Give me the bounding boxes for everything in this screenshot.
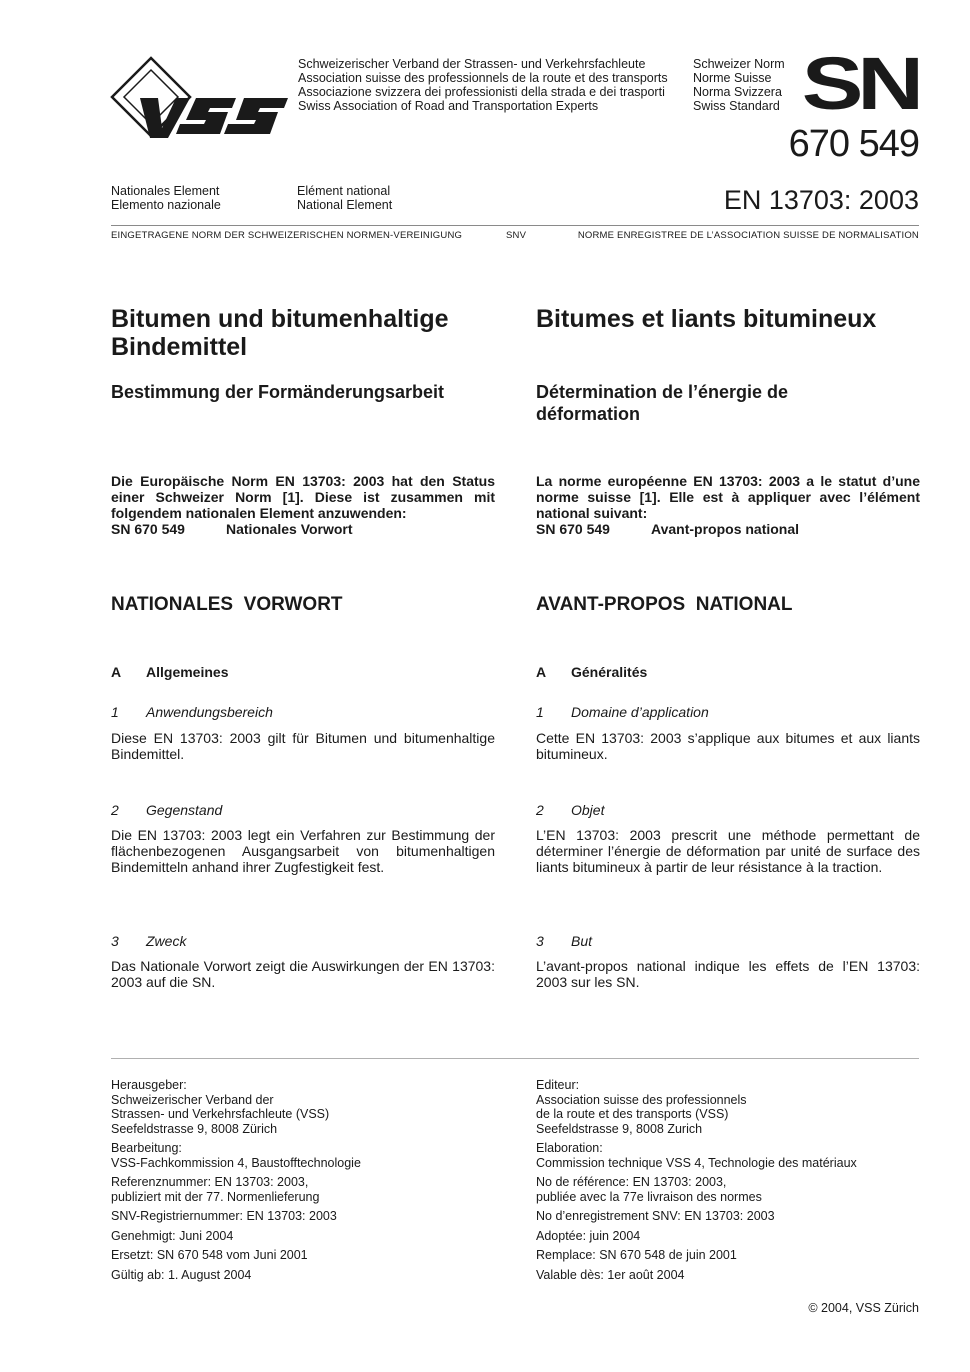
imprint-snv-number-fr: No d’enregistrement SNV: EN 13703: 2003	[536, 1209, 775, 1223]
heading-2-de	[111, 802, 495, 818]
editing-label-de: Bearbeitung:	[111, 1141, 182, 1155]
imprint-publisher-de	[111, 1078, 495, 1136]
heading-3-de	[111, 933, 495, 949]
heading-3-number-de: 3	[111, 933, 119, 949]
standard-name-it: Norma Svizzera	[693, 85, 782, 99]
org-name-de: Schweizerischer Verband der Strassen- und Verkehrsfachleute	[298, 57, 646, 71]
publisher-line-3-de: Seefeldstrasse 9, 8008 Zürich	[111, 1121, 278, 1136]
heading-3-label-fr: But	[571, 933, 593, 949]
heading-1-de	[111, 704, 495, 720]
intro-block-de	[111, 473, 495, 537]
imprint-approved-de: Genehmigt: Juni 2004	[111, 1228, 234, 1243]
element-label-en: National Element	[297, 198, 393, 212]
element-label-de: Nationales Element	[111, 184, 220, 198]
heading-3-fr	[536, 933, 920, 949]
heading-a-label-de: Allgemeines	[146, 664, 229, 680]
imprint-de	[111, 1078, 495, 1287]
reference-row-de	[111, 521, 495, 537]
standard-name-fr: Norme Suisse	[693, 71, 772, 85]
heading-a-fr	[536, 664, 920, 680]
reference-row-fr	[536, 521, 920, 537]
vss-logo-icon	[110, 56, 292, 140]
registry-mid: SNV	[506, 230, 527, 241]
copyright: © 2004, VSS Zürich	[808, 1301, 919, 1315]
publisher-line-1-fr: Association suisse des professionnels	[536, 1092, 747, 1107]
vss-logo	[110, 56, 292, 140]
sn-logo: SN	[801, 42, 918, 125]
element-label-fr: Elément national	[297, 184, 391, 198]
paragraph-3-fr: L’avant-propos national indique les effets de l’EN 13703: 2003 sur les SN.	[536, 958, 920, 990]
imprint-replaces-de: Ersetzt: SN 670 548 vom Juni 2001	[111, 1248, 308, 1262]
heading-a-de	[111, 664, 495, 680]
publisher-line-2-de: Strassen- und Verkehrsfachleute (VSS)	[111, 1107, 330, 1121]
heading-2-number-fr: 2	[536, 802, 544, 818]
imprint-approved-fr: Adoptée: juin 2004	[536, 1228, 641, 1243]
registry-left: EINGETRAGENE NORM DER SCHWEIZERISCHEN NORMEN-VEREINIGUNG	[111, 230, 463, 241]
imprint-reference-de	[111, 1175, 495, 1204]
imprint-divider	[111, 1058, 919, 1059]
heading-1-label-de: Anwendungsbereich	[146, 704, 273, 720]
publisher-label-fr: Editeur:	[536, 1078, 580, 1092]
reference-code-fr: SN 670 549	[536, 521, 610, 537]
heading-a-number-fr: A	[536, 664, 547, 680]
standard-names	[693, 57, 803, 113]
publisher-line-1-de: Schweizerischer Verband der	[111, 1092, 274, 1107]
reference-label-fr: Avant-propos national	[651, 521, 800, 537]
heading-2-label-de: Gegenstand	[146, 802, 223, 818]
heading-1-number-fr: 1	[536, 704, 544, 720]
reference-line-1-fr: No de référence: EN 13703: 2003,	[536, 1175, 727, 1189]
paragraph-1-fr: Cette EN 13703: 2003 s’applique aux bitumes et aux liants bitumineux.	[536, 730, 920, 762]
element-label-it: Elemento nazionale	[111, 198, 221, 212]
organization-names	[298, 57, 688, 113]
editing-value-de: VSS-Fachkommission 4, Baustofftechnologie	[111, 1155, 361, 1170]
registry-right: NORME ENREGISTREE DE L’ASSOCIATION SUISSE DE NORMALISATION	[577, 230, 919, 241]
standard-name-en: Swiss Standard	[693, 99, 780, 113]
heading-a-label-fr: Généralités	[571, 664, 648, 680]
imprint-fr	[536, 1078, 920, 1287]
standard-name-de: Schweizer Norm	[693, 57, 785, 71]
org-name-en: Swiss Association of Road and Transportation Experts	[298, 99, 599, 113]
title-fr: Bitumes et liants bitumineux	[536, 305, 877, 333]
reference-line-1-de: Referenznummer: EN 13703: 2003,	[111, 1175, 309, 1189]
publisher-label-de: Herausgeber:	[111, 1078, 187, 1092]
subtitle-de: Bestimmung der Formänderungsarbeit	[111, 382, 445, 402]
element-label-de-it	[111, 184, 221, 212]
heading-3-label-de: Zweck	[146, 933, 187, 949]
paragraph-2-de: Die EN 13703: 2003 legt ein Verfahren zur Bestimmung der flächenbezogenen Ausgangsarbeit von bitumenhaltigen Bindemitteln anhand ihrer Zugfestigkeit fest.	[111, 827, 495, 875]
heading-1-label-fr: Domaine d’application	[571, 704, 709, 720]
intro-text-fr: La norme européenne EN 13703: 2003 a le statut d’une norme suisse [1]. Elle est à appliquer avec l’élément national suivant:	[536, 473, 920, 521]
imprint-replaces-fr: Remplace: SN 670 548 de juin 2001	[536, 1248, 737, 1262]
paragraph-3-de: Das Nationale Vorwort zeigt die Auswirkungen der EN 13703: 2003 auf die SN.	[111, 958, 495, 990]
section-title-fr: AVANT-PROPOS NATIONAL	[536, 594, 793, 615]
reference-line-2-de: publiziert mit der 77. Normenlieferung	[111, 1189, 320, 1204]
en-number: EN 13703: 2003	[723, 185, 919, 215]
intro-text-de: Die Europäische Norm EN 13703: 2003 hat den Status einer Schweizer Norm [1]. Diese ist zusammen mit folgendem nationalen Element anzuwenden:	[111, 473, 495, 521]
org-name-fr: Association suisse des professionnels de la route et des transports	[298, 71, 668, 85]
imprint-snv-number-de: SNV-Registriernummer: EN 13703: 2003	[111, 1209, 337, 1223]
subtitle-fr: Détermination de l’énergie de déformation	[536, 382, 789, 424]
heading-2-number-de: 2	[111, 802, 119, 818]
heading-2-fr	[536, 802, 920, 818]
heading-3-number-fr: 3	[536, 933, 544, 949]
editing-label-fr: Elaboration:	[536, 1141, 603, 1155]
imprint-valid-from-fr: Valable dès: 1er août 2004	[536, 1267, 685, 1282]
publisher-line-3-fr: Seefeldstrasse 9, 8008 Zurich	[536, 1121, 703, 1136]
paragraph-2-fr: L’EN 13703: 2003 prescrit une méthode permettant de déterminer l’énergie de déformation par unité de surface des liants bitumineux à partir de leur résistance à la traction.	[536, 827, 920, 875]
intro-block-fr	[536, 473, 920, 537]
heading-a-number-de: A	[111, 664, 122, 680]
imprint-editing-de	[111, 1141, 495, 1170]
heading-1-number-de: 1	[111, 704, 119, 720]
imprint-publisher-fr	[536, 1078, 920, 1136]
publisher-line-2-fr: de la route et des transports (VSS)	[536, 1107, 729, 1121]
imprint-valid-from-de: Gültig ab: 1. August 2004	[111, 1267, 252, 1282]
element-label-fr-en	[297, 184, 392, 212]
title-de: Bitumen und bitumenhaltige Bindemittel	[111, 305, 449, 361]
document-number: 670 549	[788, 123, 919, 165]
header-divider	[111, 225, 919, 226]
paragraph-1-de: Diese EN 13703: 2003 gilt für Bitumen und bitumenhaltige Bindemittel.	[111, 730, 495, 762]
imprint-editing-fr	[536, 1141, 920, 1170]
reference-label-de: Nationales Vorwort	[226, 521, 353, 537]
editing-value-fr: Commission technique VSS 4, Technologie des matériaux	[536, 1155, 857, 1170]
reference-line-2-fr: publiée avec la 77e livraison des normes	[536, 1189, 762, 1204]
heading-1-fr	[536, 704, 920, 720]
org-name-it: Associazione svizzera dei professionisti della strada e dei trasporti	[298, 85, 665, 99]
section-title-de: NATIONALES VORWORT	[111, 594, 343, 615]
heading-2-label-fr: Objet	[571, 802, 605, 818]
imprint-reference-fr	[536, 1175, 920, 1204]
reference-code-de: SN 670 549	[111, 521, 185, 537]
